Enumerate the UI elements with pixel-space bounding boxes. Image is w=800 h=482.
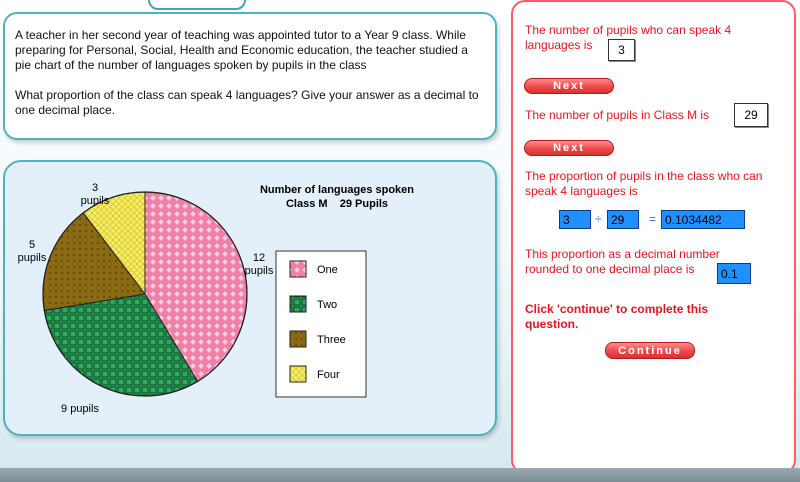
slice-label-three-unit: pupils (17, 252, 47, 264)
chart-subtitle: Class M 29 Pupils (285, 198, 389, 210)
step2-text: The number of pupils in Class M is (525, 108, 710, 122)
legend-label-four: Four (317, 369, 340, 381)
calc-denominator-field[interactable]: 29 (607, 210, 639, 229)
bottom-bar (0, 468, 800, 482)
chart-title: Number of languages spoken (259, 184, 415, 196)
next-button-2[interactable]: Next (524, 140, 614, 156)
equals-symbol: = (649, 212, 657, 226)
calc-numerator-field[interactable]: 3 (559, 210, 591, 229)
chart-panel (3, 160, 497, 436)
instruction-text: Click 'continue' to complete this question. (525, 302, 709, 331)
legend-label-two: Two (317, 299, 338, 311)
slice-label-four-num: 3 (91, 182, 99, 194)
pie-chart (5, 162, 499, 438)
question-panel (3, 12, 497, 140)
answer-panel (511, 0, 796, 474)
step2-answer-field[interactable]: 29 (734, 103, 768, 127)
slice-label-four-unit: pupils (80, 195, 110, 207)
step3-text: The proportion of pupils in the class who can speak 4 languages is (525, 169, 763, 198)
step4-text: This proportion as a decimal number rounded to one decimal place is (525, 247, 720, 276)
slice-label-three-num: 5 (28, 239, 36, 251)
slice-label-one-num: 12 (252, 252, 266, 264)
question-paragraph: A teacher in her second year of teaching was appointed tutor to a Year 9 class. While preparing for Personal, Social, Health and Economic education, the teacher studied a pie chart of the number of languages spoken by pupils in the class (15, 28, 468, 72)
continue-button[interactable]: Continue (605, 342, 695, 359)
step4-answer-field[interactable]: 0.1 (717, 263, 751, 284)
legend-label-one: One (317, 264, 338, 276)
top-tab (148, 0, 246, 10)
slice-label-two: 9 pupils (61, 403, 99, 415)
slice-label-one-unit: pupils (244, 265, 274, 277)
divide-symbol: ÷ (595, 212, 602, 226)
step1-answer-field[interactable]: 3 (608, 39, 635, 61)
step1-text: The number of pupils who can speak 4 languages is (525, 23, 732, 52)
legend-label-three: Three (317, 334, 346, 346)
next-button-1[interactable]: Next (524, 78, 614, 94)
legend-swatch-three (290, 331, 306, 347)
legend-swatch-one (290, 261, 306, 277)
legend-swatch-two (290, 296, 306, 312)
question-prompt: What proportion of the class can speak 4 languages? Give your answer as a decimal to one decimal place. (15, 88, 479, 117)
legend-swatch-four (290, 366, 306, 382)
calc-result-field[interactable]: 0.1034482 (661, 210, 745, 229)
